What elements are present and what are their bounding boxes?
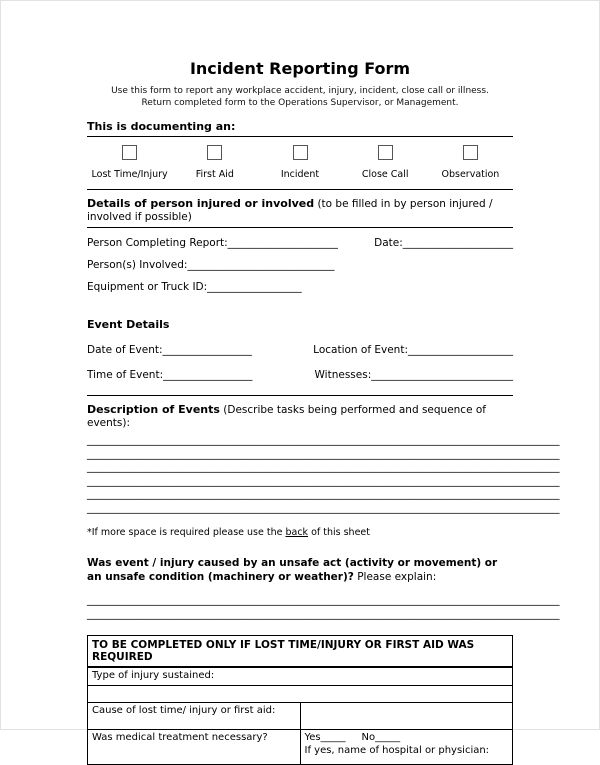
blank-line: __________________________________________________________________________________________ [87, 434, 560, 447]
unsafe-act-question [87, 556, 513, 584]
more-space-note-back-word: back [285, 527, 309, 539]
event-date-row [87, 344, 513, 357]
divider [87, 395, 513, 396]
hospital-physician-label: If yes, name of hospital or physician: [304, 744, 490, 756]
description-heading [87, 403, 513, 430]
option-observation [428, 145, 513, 180]
more-space-note [87, 527, 513, 539]
form-purpose-text: Use this form to report any workplace accident, injury, incident, close call or illness. [111, 86, 489, 96]
table-row [88, 703, 513, 730]
incident-type-options [87, 145, 513, 180]
person-details-heading [87, 197, 513, 224]
table-row [88, 667, 513, 686]
close-call-checkbox[interactable] [378, 145, 393, 160]
unsafe-act-question-regular: Please explain: [353, 571, 437, 584]
blank-line: __________________________________________________________________________________________ [87, 501, 560, 514]
documenting-heading: This is documenting an: [87, 120, 236, 134]
persons-involved-field: Person(s) Involved:____________________________ [87, 259, 335, 272]
medical-treatment-answer-cell [300, 730, 513, 765]
form-return-text: Return completed form to the Operations Supervisor, or Management. [141, 98, 459, 109]
blank-line: __________________________________________________________________________________________ [87, 447, 560, 460]
page-title: Incident Reporting Form [189, 59, 411, 78]
blank-line: __________________________________________________________________________________________ [87, 488, 560, 501]
time-of-event-field: Time of Event:_________________ [87, 369, 253, 382]
divider [87, 189, 513, 190]
person-details-heading-bold: Details of person injured or involved [87, 197, 315, 211]
blank-line: __________________________________________________________________________________________ [87, 594, 560, 607]
incident-checkbox[interactable] [293, 145, 308, 160]
divider [87, 136, 513, 137]
option-close-call [343, 145, 428, 180]
event-details-heading: Event Details [87, 318, 170, 332]
more-space-note-prefix: *If more space is required please use the [87, 527, 286, 539]
report-date-field: Date:_____________________ [374, 237, 513, 250]
date-of-event-field: Date of Event:_________________ [87, 344, 252, 357]
description-heading-bold: Description of Events [87, 403, 220, 417]
explain-write-lines [87, 594, 560, 621]
close-call-label: Close Call [361, 169, 409, 181]
unsafe-act-question-bold: Was event / injury caused by an unsafe act (activity or movement) or an unsafe condition (machinery or weather)? [87, 557, 498, 584]
person-details-heading-note: (to be filled in by person injured / involved if possible) [87, 198, 493, 224]
observation-checkbox[interactable] [463, 145, 478, 160]
divider [87, 227, 513, 228]
type-of-injury-write-area [88, 686, 513, 703]
medical-treatment-label: Was medical treatment necessary? [88, 730, 301, 765]
table-row [88, 686, 513, 703]
table-row [88, 730, 513, 765]
option-first-aid [172, 145, 257, 180]
incident-label: Incident [280, 169, 320, 181]
witnesses-field: Witnesses:___________________________ [314, 369, 513, 382]
person-completing-row [87, 237, 513, 250]
location-of-event-field: Location of Event:____________________ [313, 344, 513, 357]
more-space-note-suffix: of this sheet [308, 527, 370, 539]
table-header-row [88, 636, 513, 668]
lost-time-injury-checkbox[interactable] [122, 145, 137, 160]
description-write-lines [87, 434, 560, 515]
cause-write-area [300, 703, 513, 730]
observation-label: Observation [441, 169, 500, 181]
blank-line: __________________________________________________________________________________________ [87, 461, 560, 474]
event-time-row [87, 369, 513, 382]
option-lost-time-injury [87, 145, 172, 180]
table-header: TO BE COMPLETED ONLY IF LOST TIME/INJURY OR FIRST AID WAS REQUIRED [88, 636, 513, 668]
lost-time-first-aid-table [87, 635, 513, 765]
cause-label: Cause of lost time/ injury or first aid: [88, 703, 301, 730]
blank-line: __________________________________________________________________________________________ [87, 607, 560, 620]
type-of-injury-label: Type of injury sustained: [88, 667, 513, 686]
equipment-id-field: Equipment or Truck ID:__________________ [87, 281, 302, 294]
first-aid-checkbox[interactable] [207, 145, 222, 160]
lost-time-injury-label: Lost Time/Injury [91, 169, 168, 181]
yes-no-field: Yes_____ No_____ [304, 732, 401, 744]
option-incident [257, 145, 342, 180]
person-completing-field: Person Completing Report:_____________________ [87, 237, 338, 250]
description-heading-note: (Describe tasks being performed and sequence of events): [87, 404, 487, 430]
blank-line: __________________________________________________________________________________________ [87, 474, 560, 487]
first-aid-label: First Aid [195, 169, 234, 181]
